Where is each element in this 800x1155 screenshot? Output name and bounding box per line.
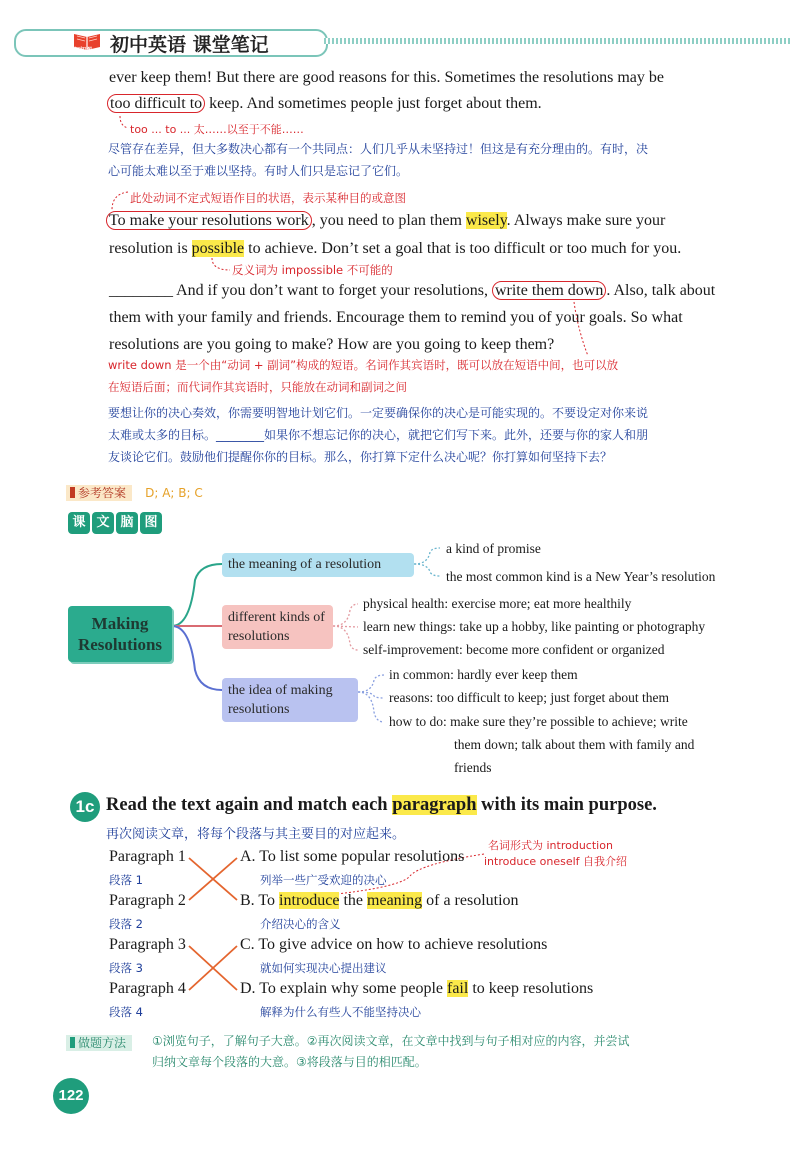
exercise-title: Read the text again and match each paragraph with its main purpose. (106, 795, 657, 815)
page-number: 122 (53, 1078, 89, 1114)
option-a: A. To list some popular resolutions (240, 848, 465, 865)
header-divider (324, 38, 790, 44)
match-lines (185, 850, 245, 1000)
passage-line-6: them with your family and friends. Encourage them to remind you of your goals. So what (109, 309, 683, 326)
answer-row (66, 482, 203, 501)
passage-line-3: To make your resolutions work , you need to plan them wisely. Always make sure your (106, 211, 665, 231)
exercise-badge: 1c (70, 792, 100, 822)
option-a-cn: 列举一些广受欢迎的决心 (260, 873, 387, 887)
option-b-cn: 介绍决心的含义 (260, 917, 341, 931)
mindmap-leaf: them down; talk about them with family and (454, 737, 695, 752)
logo-caption: 汉知图 (74, 47, 93, 54)
annotation-arrow (118, 116, 130, 132)
mindmap-leaf: friends (454, 760, 492, 775)
translation-2a: 要想让你的决心奏效，你需要明智地计划它们。一定要确保你的决心是可能实现的。不要设定对你来说 (108, 406, 649, 420)
mindmap-leaf: how to do: make sure they’re possible to achieve; write (389, 714, 688, 729)
passage-line-7: resolutions are you going to make? How are you going to keep them? (109, 336, 555, 353)
highlight-possible: possible (191, 240, 245, 257)
note-write-down-a: write down 是一个由“动词 + 副词”构成的短语。名词作其宾语时，既可以放在短语中间，也可以放 (108, 358, 619, 372)
translation-1b: 心可能太难以至于难以坚持。有时人们只是忘记了它们。 (108, 164, 409, 178)
highlight-fail: fail (447, 980, 469, 997)
mindmap-leaf: reasons: too difficult to keep; just forget about them (389, 690, 669, 705)
mindmap-branch-meaning: the meaning of a resolution (222, 553, 414, 577)
boxed-phrase-write-them-down: write them down (492, 281, 606, 300)
option-d: D. To explain why some people fail to keep resolutions (240, 980, 594, 997)
highlight-introduce: introduce (279, 892, 340, 909)
paragraph-label-cn: 段落 2 (109, 917, 143, 931)
mindmap-leaf: in common: hardly ever keep them (389, 667, 578, 682)
boxed-phrase-make-resolutions-work: To make your resolutions work (106, 211, 312, 230)
annotation-arrow (566, 300, 596, 360)
method-text-a: ①浏览句子，了解句子大意。②再次阅读文章，在文章中找到与句子相对应的内容，并尝试 (152, 1034, 630, 1048)
method-text-b: 归纳文章每个段落的大意。③将段落与目的相匹配。 (152, 1055, 427, 1069)
paragraph-label: Paragraph 1 (109, 848, 186, 865)
mindmap-leaf: self-improvement: become more confident or organized (363, 642, 665, 657)
paragraph-label-cn: 段落 3 (109, 961, 143, 975)
note-impossible: 反义词为 impossible 不可能的 (232, 263, 393, 277)
mindmap-leaf: a kind of promise (446, 541, 541, 556)
paragraph-label: Paragraph 2 (109, 892, 186, 909)
translation-2b: 太难或太多的目标。________如果你不想忘记你的决心，就把它们写下来。此外，还要与你的家人和朋 (108, 428, 649, 442)
book-logo-icon (72, 30, 102, 52)
note-introduction: 名词形式为 introduction (488, 839, 613, 852)
highlight-paragraph: paragraph (392, 795, 477, 815)
passage-line-5: ________ And if you don’t want to forget your resolutions, write them down . Also, talk about (109, 282, 716, 299)
header-title: 初中英语 课堂笔记 (110, 34, 269, 56)
method-row (66, 1032, 132, 1051)
note-infinitive: 此处动词不定式短语作目的状语，表示某种目的或意图 (130, 191, 406, 205)
answer-label: 参考答案 (66, 485, 132, 501)
paragraph-label: Paragraph 4 (109, 980, 186, 997)
translation-2c: 友谈论它们。鼓励他们提醒你你的目标。那么，你打算下定什么决心呢？你打算如何坚持下去？ (108, 450, 613, 464)
mindmap-leaf: physical health: exercise more; eat more healthily (363, 596, 632, 611)
mindmap-leaf: the most common kind is a New Year’s resolution (446, 569, 716, 584)
translation-1a: 尽管存在差异，但大多数决心都有一个共同点：人们几乎从未坚持过！但这是有充分理由的。有时，决 (108, 142, 649, 156)
paragraph-label: Paragraph 3 (109, 936, 186, 953)
note-write-down-b: 在短语后面；而代词作其宾语时，只能放在动词和副词之间 (108, 380, 407, 394)
mindmap-branch-idea: the idea of making resolutions (222, 678, 358, 722)
mindmap-branch-kinds: different kinds of resolutions (222, 605, 333, 649)
paragraph-label-cn: 段落 4 (109, 1005, 143, 1019)
option-c-cn: 就如何实现决心提出建议 (260, 961, 387, 975)
answer-value: D; A; B; C (145, 486, 203, 500)
note-introduce-oneself: introduce oneself 自我介绍 (484, 855, 628, 868)
note-too-to: too ... to ... 太……以至于不能…… (130, 123, 304, 136)
paragraph-label-cn: 段落 1 (109, 873, 143, 887)
option-b: B. To introduce the meaning of a resolution (240, 892, 519, 909)
passage-line-1: ever keep them! But there are good reasons for this. Sometimes the resolutions may be (109, 69, 664, 86)
passage-line-4: resolution is possible to achieve. Don’t set a goal that is too difficult or too much for you. (109, 240, 682, 257)
option-d-cn: 解释为什么有些人不能坚持决心 (260, 1005, 421, 1019)
annotation-arrow (108, 190, 130, 212)
highlight-meaning: meaning (367, 892, 423, 909)
boxed-phrase-too-difficult: too difficult to (107, 94, 205, 113)
exercise-subtitle: 再次阅读文章，将每个段落与其主要目的对应起来。 (106, 827, 406, 842)
method-label: 做题方法 (66, 1035, 132, 1051)
option-c: C. To give advice on how to achieve resolutions (240, 936, 548, 953)
mindmap-leaf: learn new things: take up a hobby, like painting or photography (363, 619, 706, 634)
annotation-arrow (210, 258, 232, 276)
mindmap-root: Making Resolutions (68, 606, 172, 662)
highlight-wisely: wisely (465, 212, 507, 229)
passage-line-2: too difficult to keep. And sometimes people just forget about them. (107, 94, 542, 114)
mindmap-heading: 课 文 脑 图 (68, 512, 162, 534)
